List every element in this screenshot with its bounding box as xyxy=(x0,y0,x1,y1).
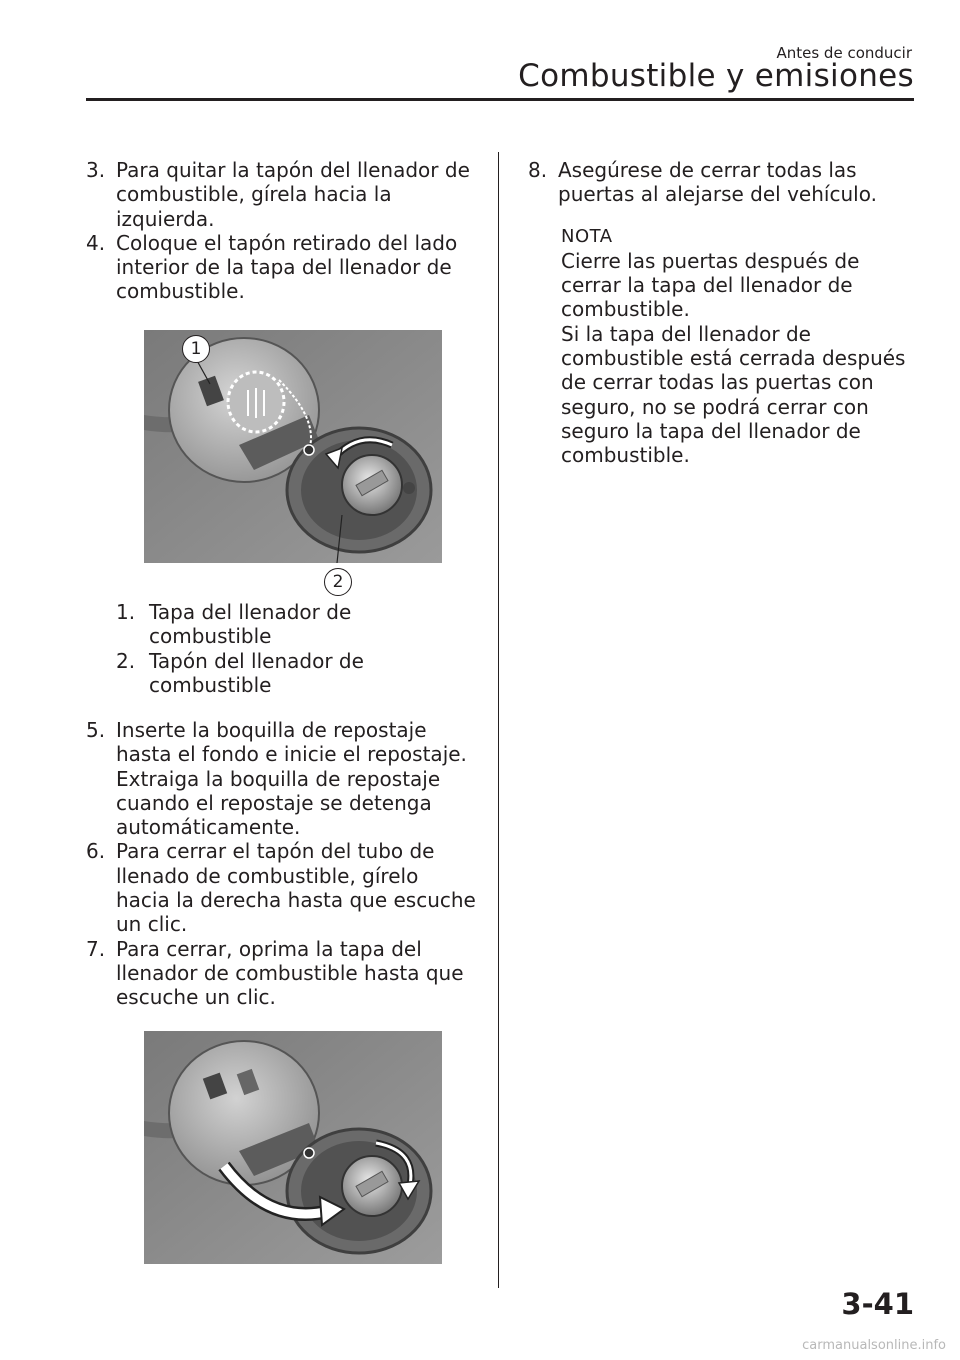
callout-2: 2 xyxy=(324,568,352,596)
step-4-number: 4. xyxy=(86,230,106,255)
header-title: Combustible y emisiones xyxy=(518,58,914,94)
header-section-label: Antes de conducir xyxy=(776,44,912,62)
step-3 xyxy=(86,158,476,231)
fuel-cap-removed-photo xyxy=(144,330,442,563)
step-7-text: Para cerrar, oprima la tapa del llenador de combustible hasta que escuche un clic. xyxy=(116,936,464,1010)
page-number: 3-41 xyxy=(841,1287,914,1321)
step-8-text: Asegúrese de cerrar todas las puertas al alejarse del vehículo. xyxy=(558,158,877,207)
left-column-steps-top xyxy=(86,158,476,304)
caption-1 xyxy=(116,600,476,649)
note-line-2: Si la tapa del llenador de combustible está cerrada después de cerrar todas las puertas con seguro, no se podrá cerrar con seguro la tapa del llenador de combustible. xyxy=(561,321,906,468)
note-line-1: Cierre las puertas después de cerrar la tapa del llenador de combustible. xyxy=(561,248,860,322)
step-7-number: 7. xyxy=(86,936,106,961)
figure-1-captions xyxy=(116,600,476,697)
caption-1-text: Tapa del llenador de combustible xyxy=(149,600,352,649)
watermark: carmanualsonline.info xyxy=(802,1338,946,1353)
step-3-text: Para quitar la tapón del llenador de combustible, gírela hacia la izquierda. xyxy=(116,158,470,231)
step-4 xyxy=(86,231,476,304)
step-4-text: Coloque el tapón retirado del lado interior de la tapa del llenador de combustible. xyxy=(116,230,458,304)
caption-2-text: Tapón del llenador de combustible xyxy=(149,648,364,697)
step-7 xyxy=(86,937,476,1010)
fuel-cap-closing-photo xyxy=(144,1031,442,1264)
caption-2 xyxy=(116,649,476,698)
header-rule xyxy=(86,98,914,101)
caption-1-number: 1. xyxy=(116,600,136,624)
column-divider xyxy=(498,152,499,1288)
right-column xyxy=(528,158,918,468)
left-column-steps-bottom xyxy=(86,718,476,1010)
step-5 xyxy=(86,718,476,839)
step-8 xyxy=(528,158,918,207)
caption-2-number: 2. xyxy=(116,648,136,673)
step-5-text: Inserte la boquilla de repostaje hasta el fondo e inicie el repostaje. Extraiga la boquilla de repostaje cuando el repostaje se detenga automáticamente. xyxy=(116,718,467,840)
note-label: NOTA xyxy=(561,225,613,247)
step-5-number: 5. xyxy=(86,718,106,742)
step-8-number: 8. xyxy=(528,158,548,182)
step-3-number: 3. xyxy=(86,158,106,182)
step-6-text: Para cerrar el tapón del tubo de llenado de combustible, gírelo hacia la derecha hasta que escuche un clic. xyxy=(116,839,476,937)
step-6 xyxy=(86,839,476,936)
callout-1: 1 xyxy=(182,335,210,363)
step-6-number: 6. xyxy=(86,839,106,864)
